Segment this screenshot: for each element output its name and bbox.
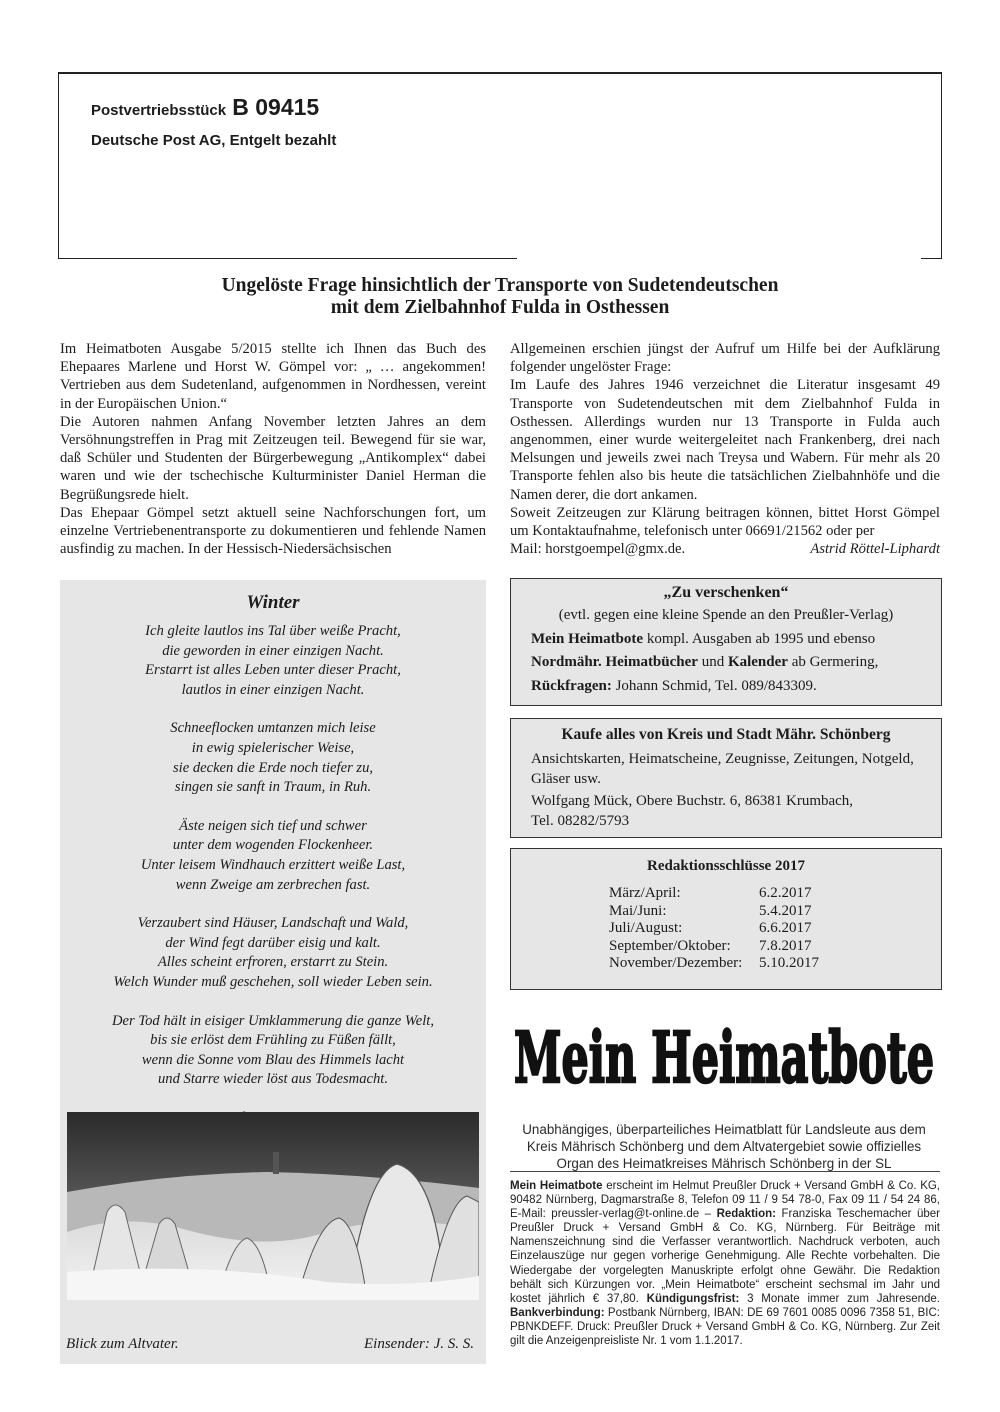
article-column-left xyxy=(60,340,486,558)
giveaway-text: und xyxy=(697,654,728,670)
poem-line: Alles scheint erfroren, erstarrt zu Stein. xyxy=(157,954,389,971)
poem-line: Der Tod hält in eisiger Umklammerung die ganze Welt, xyxy=(112,1012,434,1029)
article-headline xyxy=(100,275,900,319)
poem-stanza xyxy=(60,719,486,797)
poem-line: singen sie sanft in Traum, in Ruh. xyxy=(174,779,372,796)
deadline-date: 7.8.2017 xyxy=(759,937,812,954)
imprint-text: 3 Monate immer zum Jahresende. xyxy=(739,1292,940,1305)
deadline-period: Mai/Juni: xyxy=(609,902,667,919)
poem-stanza xyxy=(60,622,486,700)
imprint-bold: Bankverbindung: xyxy=(510,1306,605,1319)
purchase-notice-box xyxy=(510,718,942,838)
deadline-period: September/Oktober: xyxy=(609,937,731,954)
article-paragraph: Die Autoren nahmen Anfang November letzten Jahres an dem Versöhnungstreffen in Prag mit Zeitzeugen teil. Bewegend für sie war, daß Schüler und Studenten der Bürgerbewegung „Antikomplex“ dabei waren und wie der tschechische Kulturminister Daniel Herman die Begrüßungsrede hielt. xyxy=(60,413,486,503)
deadline-date: 5.4.2017 xyxy=(759,902,812,919)
article-paragraph: Das Ehepaar Gömpel setzt aktuell seine Nachforschungen fort, um einzelne Vertriebenentransporte zu dokumentieren und fehlende Namen ausfindig zu machen. In der Hessisch-Niedersächsischen xyxy=(60,504,486,558)
photo-credit: Einsender: J. S. S. xyxy=(364,1336,474,1352)
imprint-text: Franziska Teschemacher über Preußler Druck + Versand GmbH & Co. KG, Nürnberg. Für Beiträge mit Namenszeichnung sind die Verfasser verantwortlich. Nachdruck verboten, auch Einzelauszüge nur gegen vorherige Genehmigung. Alle Rechte vorbehalten. Die Wiedergabe der vorgelegten Manuskripte erfolgt ohne Gewähr. Die Redaktion behält sich Kürzungen vor. „Mein Heimatbote“ erscheint sechsmal im Jahr und kostet jährlich € 37,80. xyxy=(510,1208,941,1305)
imprint-text: Postbank Nürnberg, IBAN: DE 69 7601 0085 0096 7358 51, BIC: PBNKDEFF. Druck: Preußler Druck + Versand GmbH & Co. KG, Nürnberg. Zur Zeit gilt die Anzeigenpreisliste Nr. 1 vom 1.1.2017. xyxy=(510,1306,940,1348)
headline-line-1: Ungelöste Frage hinsichtlich der Transporte von Sudetendeutschen xyxy=(221,275,779,296)
postal-label: Postvertriebsstück xyxy=(91,102,227,119)
signature-row xyxy=(510,540,940,558)
article-paragraph: Im Laufe des Jahres 1946 verzeichnet die Literatur insgesamt 49 Transporte von Sudetendeutschen mit dem Zielbahnhof Fulda in Osthessen. Allerdings wurden nur 13 Transporte in Fulda auch angenommen, einer wurde weitergeleitet nach Frankenberg, drei nach Melsungen und jeweils zwei nach Treysa und Wabern. Für mehr als 20 Transporte fehlen also bis heute die tatsächlichen Zielbahnhöfe und die Namen derer, die dort ankamen. xyxy=(510,377,940,503)
poem-line: sie decken die Erde noch tiefer zu, xyxy=(172,759,374,776)
poem-line: Verzaubert sind Häuser, Landschaft und Wald, xyxy=(137,915,409,932)
deadline-row xyxy=(609,955,819,973)
purchase-items: Ansichtskarten, Heimatscheine, Zeugnisse, Zeitungen, Notgeld, Gläser usw. xyxy=(531,751,914,787)
deadline-date: 5.10.2017 xyxy=(759,955,819,971)
giveaway-line-1 xyxy=(531,629,875,649)
winter-landscape-photo xyxy=(67,1112,479,1300)
poem-line: bis sie erlöst dem Frühling zu Füßen fällt, xyxy=(150,1032,396,1049)
deadline-row xyxy=(609,885,819,903)
deadline-date: 6.2.2017 xyxy=(759,885,812,901)
giveaway-line-3 xyxy=(531,676,817,696)
poem-line: der Wind fegt darüber eisig und kalt. xyxy=(165,934,381,951)
deadlines-table xyxy=(609,885,819,973)
contact-email: Mail: horstgoempel@gmx.de. xyxy=(510,541,686,558)
giveaway-title: „Zu verschenken“ xyxy=(663,584,789,601)
giveaway-line-2 xyxy=(531,652,878,672)
giveaway-text: kompl. Ausgaben ab 1995 und ebenso xyxy=(643,631,876,647)
deadline-period: November/Dezember: xyxy=(609,955,743,971)
article-paragraph: Soweit Zeitzeugen zur Klärung beitragen können, bittet Horst Gömpel um Kontaktaufnahme, telefonisch unter 06691/21562 oder per xyxy=(510,504,940,540)
publisher-imprint xyxy=(510,1179,940,1348)
mein-heimatbote-logo xyxy=(508,1004,940,1106)
giveaway-bold: Mein Heimatbote xyxy=(531,631,644,647)
postal-number: B 09415 xyxy=(232,94,320,120)
poem-box xyxy=(60,580,486,1364)
postage-paid-note: Deutsche Post AG, Entgelt bezahlt xyxy=(91,132,337,149)
imprint-bold: Kündigungsfrist: xyxy=(646,1292,740,1305)
poem-line: wenn die Sonne vom Blau des Himmels lacht xyxy=(141,1051,405,1068)
box-gap xyxy=(517,256,921,261)
postal-service-label xyxy=(91,94,319,121)
deadline-row xyxy=(609,920,819,938)
postal-address-box xyxy=(58,72,942,259)
giveaway-bold: Kalender xyxy=(727,654,788,670)
poem-line: unter dem wogenden Flockenheer. xyxy=(172,837,374,854)
poem-line: wenn Zweige am zerbrechen fast. xyxy=(175,876,371,893)
deadline-period: März/April: xyxy=(609,885,681,901)
poem-line: und Starre wieder löst aus Todesmacht. xyxy=(158,1071,388,1088)
giveaway-notice-box xyxy=(510,578,942,706)
poem-line: Äste neigen sich tief und schwer xyxy=(179,817,367,834)
giveaway-text: ab Germering, xyxy=(787,654,879,670)
purchase-phone: Tel. 08282/5793 xyxy=(531,813,630,829)
poem-line: Schneeflocken umtanzen mich leise xyxy=(170,720,376,737)
poem-text xyxy=(60,622,486,1128)
deadline-row xyxy=(609,903,819,921)
poem-line: Welch Wunder muß geschehen, soll wieder Leben sein. xyxy=(113,973,433,990)
poem-stanza xyxy=(60,914,486,992)
deadlines-title: Redaktionsschlüsse 2017 xyxy=(647,858,805,874)
deadline-period: Juli/August: xyxy=(609,920,683,936)
headline-line-2: mit dem Zielbahnhof Fulda in Osthessen xyxy=(330,297,670,318)
article-paragraph: Im Heimatboten Ausgabe 5/2015 stellte ich Ihnen das Buch des Ehepaares Marlene und Horst W. Gömpel vor: „ … angekommen! Vertrieben aus dem Sudetenland, aufgenommen in Nordhessen, vereint in der Europäischen Union.“ xyxy=(60,341,486,412)
poem-line: lautlos in einer einzigen Nacht. xyxy=(181,681,365,698)
poem-title: Winter xyxy=(246,592,300,613)
giveaway-subtitle: (evtl. gegen eine kleine Spende an den Preußler-Verlag) xyxy=(558,607,894,623)
article-paragraph: Allgemeinen erschien jüngst der Aufruf um Hilfe bei der Aufklärung folgender ungelöster Frage: xyxy=(510,341,940,376)
logo-text: Mein Heimatbote xyxy=(514,1016,934,1099)
article-author: Astrid Röttel-Liphardt xyxy=(810,541,940,558)
deadline-row xyxy=(609,938,819,956)
imprint-text: erscheint im Helmut Preußler Druck + Versand GmbH & Co. KG, 90482 Nürnberg, Dagmarstraße 8, Telefon 09 11 / 9 54 78-0, Fax 09 11 / 54 24 86, E-Mail: preussler-verlag@t-online.de – xyxy=(510,1180,940,1221)
poem-stanza xyxy=(60,817,486,895)
masthead-tagline: Unabhängiges, überparteiliches Heimatblatt für Landsleute aus dem Kreis Mährisch Schönberg und dem Altvatergebiet sowie offizielles Organ des Heimatkreises Mährisch Schönberg in der SL xyxy=(522,1122,926,1171)
editorial-deadlines-box xyxy=(510,848,942,990)
photo-caption: Blick zum Altvater. xyxy=(66,1336,179,1352)
article-column-right xyxy=(510,340,940,558)
divider-rule xyxy=(510,1171,940,1172)
poem-stanza xyxy=(60,1012,486,1090)
purchase-title: Kaufe alles von Kreis und Stadt Mähr. Schönberg xyxy=(561,726,891,743)
giveaway-bold: Rückfragen: xyxy=(531,678,612,694)
poem-line: Unter leisem Windhauch erzittert weiße Last, xyxy=(140,856,406,873)
imprint-bold: Redaktion: xyxy=(716,1208,776,1221)
poem-line: Erstarrt ist alles Leben unter dieser Pracht, xyxy=(145,662,401,679)
giveaway-bold: Nordmähr. Heimatbücher xyxy=(531,654,698,670)
giveaway-text: Johann Schmid, Tel. 089/843309. xyxy=(611,678,817,694)
imprint-bold: Mein Heimatbote xyxy=(510,1180,603,1192)
deadline-date: 6.6.2017 xyxy=(759,920,812,936)
poem-line: Ich gleite lautlos ins Tal über weiße Pracht, xyxy=(145,623,401,639)
poem-line: die geworden in einer einzigen Nacht. xyxy=(162,642,384,659)
purchase-contact: Wolfgang Mück, Obere Buchstr. 6, 86381 Krumbach, xyxy=(531,793,854,809)
poem-line: in ewig spielerischer Weise, xyxy=(191,739,355,756)
